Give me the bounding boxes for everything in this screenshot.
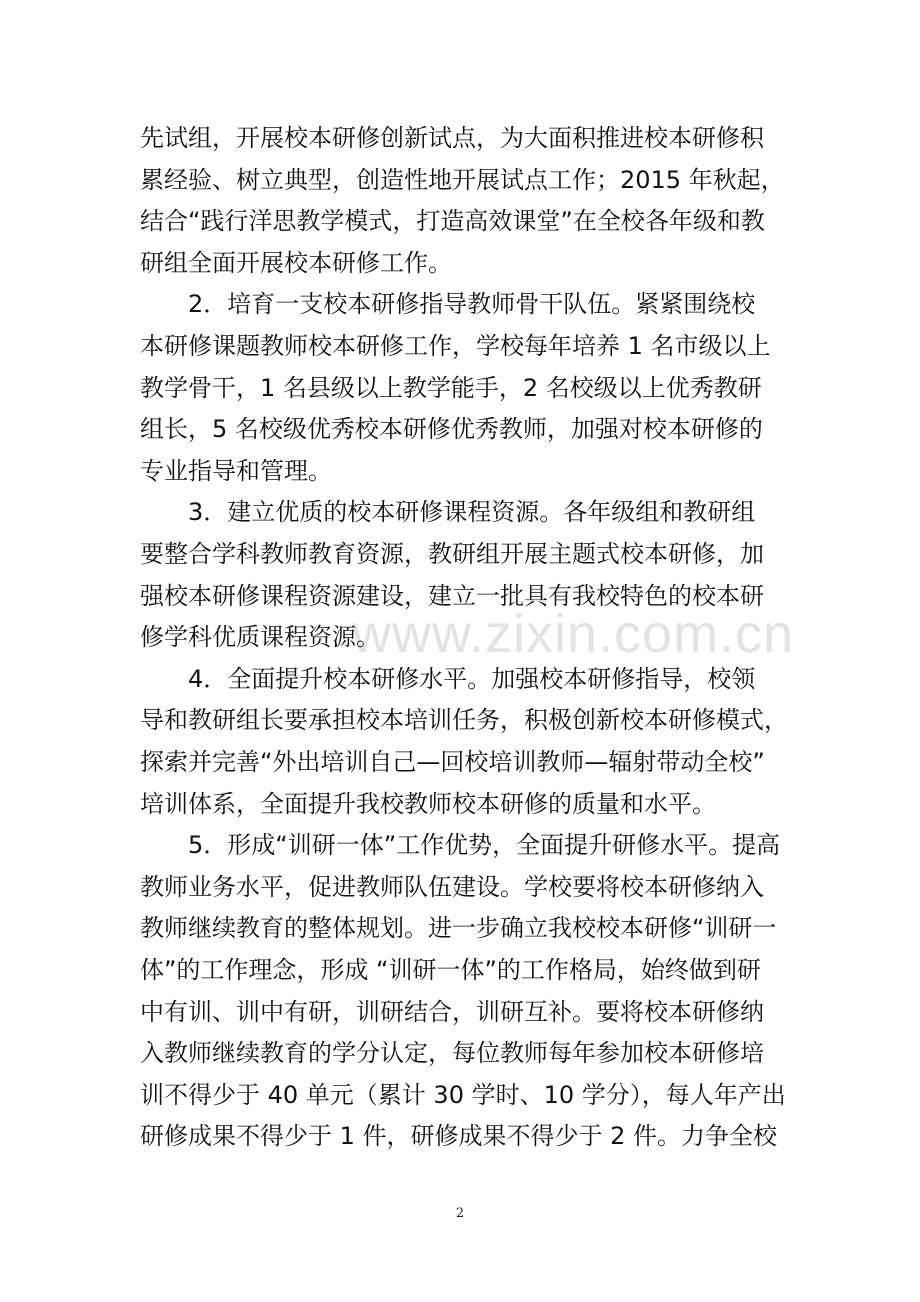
text-line: 导和教研组长要承担校本培训任务，积极创新校本研修模式，: [140, 706, 788, 735]
text-line: 体”的工作理念，形成 “训研一体”的工作格局，始终做到研: [140, 956, 761, 984]
text-line: 入教师继续教育的学分认定，每位教师每年参加校本研修培: [140, 1039, 764, 1068]
text-line: 要整合学科教师教育资源，教研组开展主题式校本研修，加: [140, 540, 764, 568]
text-line: 累经验、树立典型，创造性地开展试点工作；2015 年秋起，: [140, 165, 785, 194]
text-line: 教师业务水平，促进教师队伍建设。学校要将校本研修纳入: [140, 872, 764, 901]
watermark-text: www.zixin.com.cn: [352, 604, 795, 664]
text-line: 培训体系，全面提升我校教师校本研修的质量和水平。: [140, 789, 716, 818]
text-line: 研修成果不得少于 1 件，研修成果不得少于 2 件。力争全校: [140, 1122, 778, 1151]
text-line: 探索并完善“外出培训自己—回校培训教师—辐射带动全校”: [140, 748, 765, 776]
text-line: 训不得少于 40 单元（累计 30 学时、10 学分），每人年产出: [140, 1080, 786, 1109]
text-line: 修学科优质课程资源。: [140, 623, 380, 652]
text-line: 本研修课题教师校本研修工作，学校每年培养 1 名市级以上: [140, 332, 771, 360]
text-line: 结合“践行洋思教学模式，打造高效课堂”在全校各年级和教: [140, 207, 765, 236]
text-line: 先试组，开展校本研修创新试点，为大面积推进校本研修积: [140, 124, 764, 152]
text-line: 组长，5 名校级优秀校本研修优秀教师，加强对校本研修的: [140, 415, 763, 444]
text-line: 2．培育一支校本研修指导教师骨干队伍。紧紧围绕校: [140, 290, 756, 319]
text-line: 4．全面提升校本研修水平。加强校本研修指导，校领: [140, 664, 756, 693]
text-line: 教师继续教育的整体规划。进一步确立我校校本研修“训研一: [140, 914, 777, 943]
page-number: 2: [455, 1206, 465, 1221]
text-line: 3．建立优质的校本研修课程资源。各年级组和教研组: [140, 498, 756, 527]
text-line: 强校本研修课程资源建设，建立一批具有我校特色的校本研: [140, 581, 764, 610]
text-line: 教学骨干，1 名县级以上教学能手，2 名校级以上优秀教研: [140, 373, 762, 402]
text-line: 5．形成“训研一体”工作优势，全面提升研修水平。提高: [140, 831, 781, 860]
text-line: 研组全面开展校本研修工作。: [140, 248, 452, 277]
text-line: 中有训、训中有研，训研结合，训研互补。要将校本研修纳: [140, 997, 764, 1026]
text-line: 专业指导和管理。: [140, 456, 332, 485]
